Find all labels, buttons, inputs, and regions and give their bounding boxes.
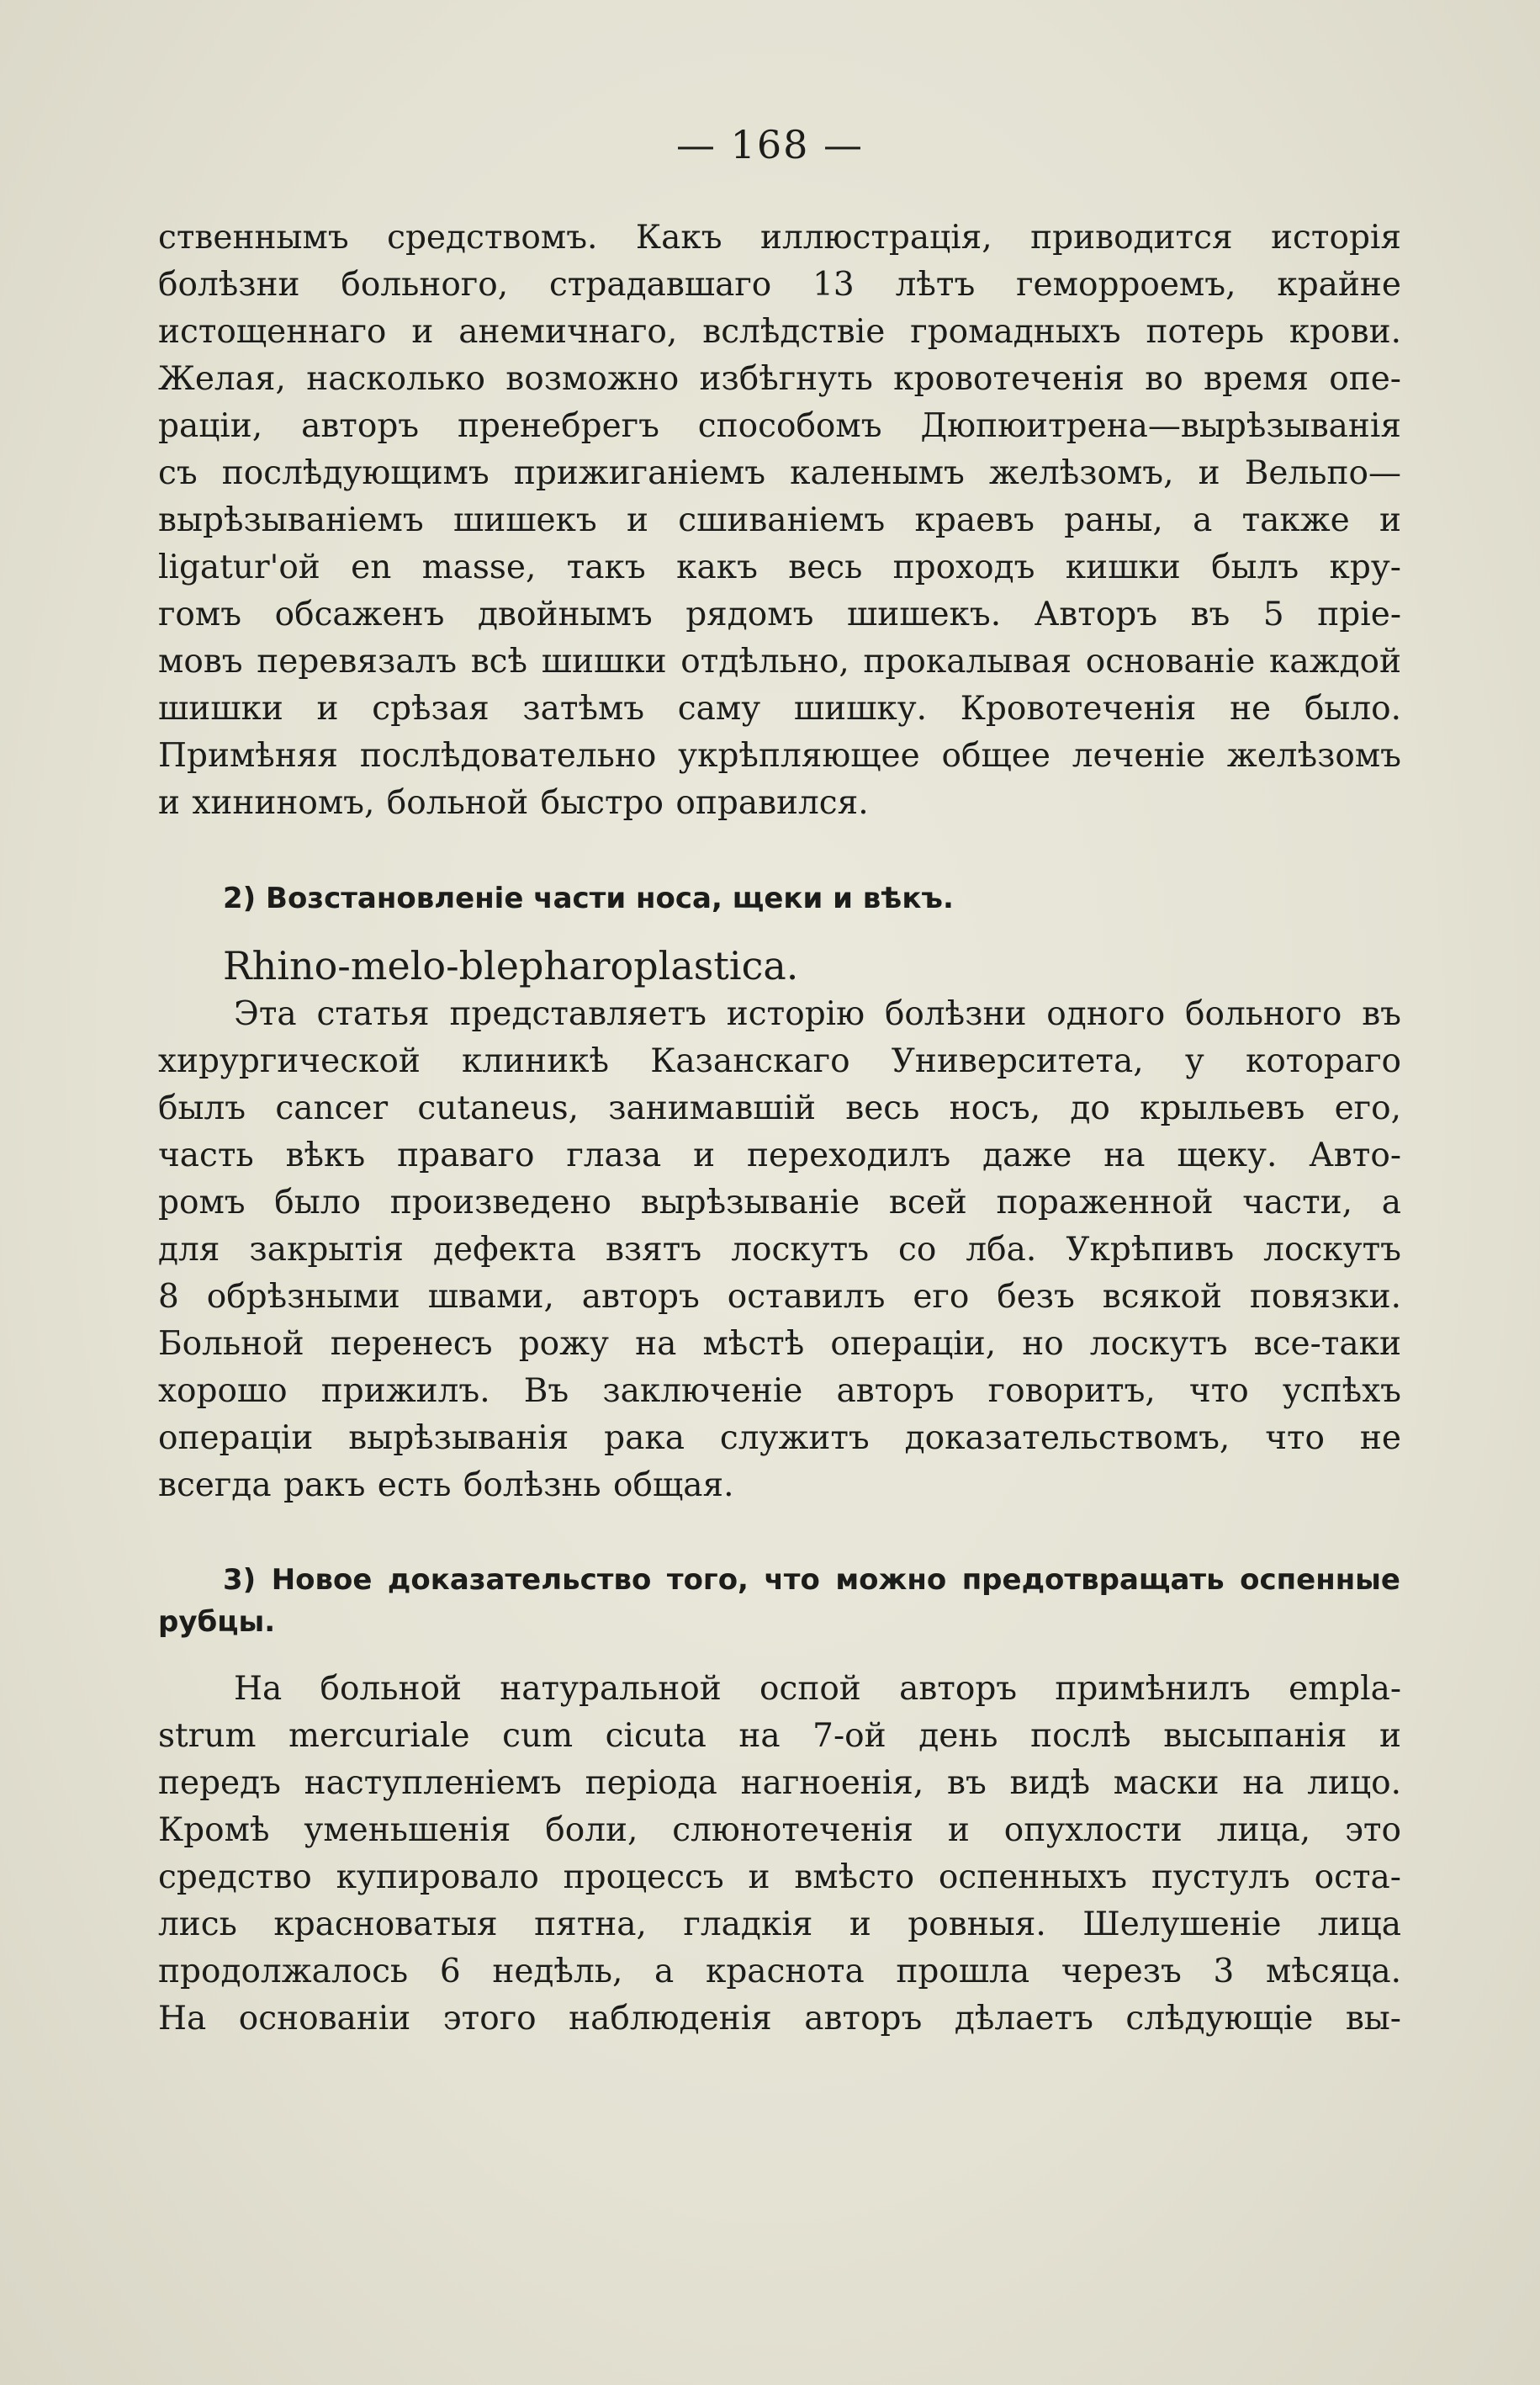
text-line: ственнымъ средствомъ. Какъ иллюстрація, приводится исторія	[158, 219, 1401, 257]
text-line: передъ наступленіемъ періода нагноенія, въ видѣ маски на лицо.	[158, 1764, 1401, 1802]
text-line: операціи вырѣзыванія рака служитъ доказательствомъ, что не	[158, 1419, 1401, 1457]
text-line: лись красноватыя пятна, гладкія и ровныя. Шелушеніе лица	[158, 1905, 1401, 1943]
section-2-latin-title-block	[223, 941, 1400, 991]
section-2-heading-block	[223, 877, 1400, 920]
text-line: вырѣзываніемъ шишекъ и сшиваніемъ краевъ раны, а также и	[158, 501, 1401, 539]
text-line: истощеннаго и анемичнаго, вслѣдствіе громадныхъ потерь крови.	[158, 313, 1401, 351]
text-line: шишки и срѣзая затѣмъ саму шишку. Кровотеченія не было.	[158, 690, 1401, 728]
text-line: раціи, авторъ пренебрегъ способомъ Дюпюитрена—вырѣзыванія	[158, 407, 1401, 445]
text-line: strum mercuriale cum cicuta на 7-ой день послѣ высыпанія и	[158, 1717, 1401, 1755]
text-line: былъ cancer cutaneus, занимавшій весь носъ, до крыльевъ его,	[158, 1089, 1401, 1127]
paragraph-text	[158, 1666, 1401, 2043]
text-line: и хининомъ, больной быстро оправился.	[158, 784, 869, 822]
section-3-heading-block	[158, 1559, 1400, 1643]
text-line: Больной перенесъ рожу на мѣстѣ операціи, но лоскутъ все-таки	[158, 1325, 1401, 1363]
paragraph-smallpox-case	[158, 1666, 1401, 2043]
paragraph-text	[158, 215, 1401, 827]
text-line: хирургической клиникѣ Казанскаго Университета, у котораго	[158, 1042, 1401, 1080]
text-line: Эта статья представляетъ исторію болѣзни одного больного въ	[234, 995, 1401, 1033]
heading-line: 3) Новое доказательство того, что можно предотвращать оспенные	[223, 1563, 1400, 1597]
text-line: мовъ перевязалъ всѣ шишки отдѣльно, прокалывая основаніе каждой	[158, 643, 1401, 681]
text-line: хорошо прижилъ. Въ заключеніе авторъ говоритъ, что успѣхъ	[158, 1372, 1401, 1410]
text-line: 8 обрѣзными швами, авторъ оставилъ его безъ всякой повязки.	[158, 1278, 1401, 1316]
latin-title: Rhino-melo-blepharoplastica.	[223, 943, 799, 988]
text-line: Примѣняя послѣдовательно укрѣпляющее общее леченіе желѣзомъ	[158, 737, 1401, 775]
text-line: всегда ракъ есть болѣзнь общая.	[158, 1466, 734, 1504]
text-line: Кромѣ уменьшенія боли, слюнотеченія и опухлости лица, это	[158, 1811, 1401, 1849]
paragraph-rhinoplasty-case	[158, 991, 1401, 1509]
text-line: На основаніи этого наблюденія авторъ дѣлаетъ слѣдующіе вы-	[158, 2000, 1401, 2038]
paragraph-text	[158, 991, 1401, 1509]
text-line: часть вѣкъ праваго глаза и переходилъ даже на щеку. Авто-	[158, 1137, 1401, 1174]
text-line: средство купировало процессъ и вмѣсто оспенныхъ пустулъ оста-	[158, 1858, 1401, 1896]
text-line: съ послѣдующимъ прижиганіемъ каленымъ желѣзомъ, и Вельпо—	[158, 454, 1401, 492]
text-line: гомъ обсаженъ двойнымъ рядомъ шишекъ. Авторъ въ 5 пріе-	[158, 596, 1401, 633]
text-line: для закрытія дефекта взятъ лоскутъ со лба. Укрѣпивъ лоскутъ	[158, 1231, 1401, 1269]
text-line: ромъ было произведено вырѣзываніе всей пораженной части, а	[158, 1184, 1401, 1222]
heading-line: рубцы.	[158, 1605, 276, 1639]
section-heading	[158, 1559, 1400, 1643]
section-heading: 2) Возстановленіе части носа, щеки и вѣкъ.	[223, 882, 954, 915]
text-line: болѣзни больного, страдавшаго 13 лѣтъ геморроемъ, крайне	[158, 266, 1401, 304]
paragraph-hemorrhoids-case	[158, 215, 1401, 827]
text-line: На больной натуральной оспой авторъ примѣнилъ empla-	[234, 1670, 1401, 1708]
text-line: Желая, насколько возможно избѣгнуть кровотеченія во время опе-	[158, 360, 1401, 398]
text-line: продолжалось 6 недѣль, а краснота прошла черезъ 3 мѣсяца.	[158, 1953, 1401, 1990]
page-number: — 168 —	[675, 122, 865, 167]
text-line: ligatur'oй en masse, такъ какъ весь проходъ кишки былъ кру-	[158, 549, 1401, 586]
